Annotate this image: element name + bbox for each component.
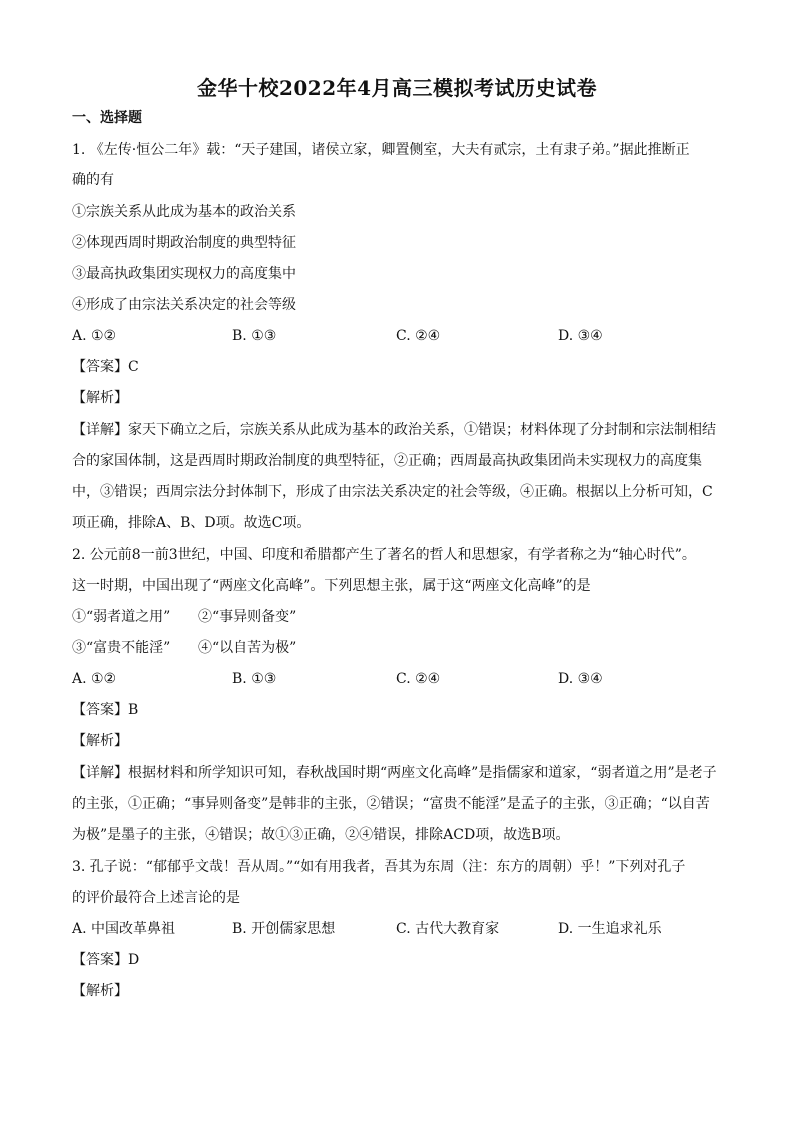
q1-stem-line1: 1. 《左传·恒公二年》载：“天子建国，诸侯立家，卿置侧室，大夫有贰宗，土有隶子弟。”据此推断正 [72, 142, 690, 158]
q1-item-3: ③最高执政集团实现权力的高度集中 [72, 266, 296, 282]
q3-stem-line1: 3. 孔子说：“郁郁乎文哉！吾从周。”“如有用我者，吾其为东周（注：东方的周朝）乎！”下列对孔子 [72, 859, 686, 875]
q2-detail-line2: 的主张，①正确；“事异则备变”是韩非的主张，②错误；“富贵不能淫”是孟子的主张，③正确；“以自苦 [72, 796, 710, 812]
q2-item-3: ③“富贵不能淫” [72, 640, 171, 656]
q1-detail-line3: 中，③错误；西周宗法分封体制下，形成了由宗法关系决定的社会等级，④正确。根据以上分析可知，C [72, 484, 713, 500]
q2-option-c: C. ②④ [396, 671, 441, 687]
q3-analysis-label: 【解析】 [72, 983, 128, 999]
q1-answer: 【答案】C [72, 359, 139, 375]
q1-analysis-label: 【解析】 [72, 390, 128, 406]
q2-analysis-label: 【解析】 [72, 733, 128, 749]
q1-detail-line2: 合的家国体制，这是西周时期政治制度的典型特征，②正确；西周最高执政集团尚未实现权力的高度集 [72, 453, 702, 469]
q3-option-b: B. 开创儒家思想 [232, 921, 336, 937]
q1-option-c: C. ②④ [396, 328, 441, 344]
q2-item-4: ④“以自苦为极” [198, 640, 297, 656]
q1-stem-line2: 确的有 [72, 172, 114, 188]
q3-answer: 【答案】D [72, 952, 140, 968]
q1-item-1: ①宗族关系从此成为基本的政治关系 [72, 204, 296, 220]
q3-option-d: D. 一生追求礼乐 [558, 921, 662, 937]
q2-detail-line1: 【详解】根据材料和所学知识可知，春秋战国时期“两座文化高峰”是指儒家和道家，“弱者道之用”是老子 [72, 765, 717, 781]
q2-stem-line2: 这一时期，中国出现了“两座文化高峰”。下列思想主张，属于这“两座文化高峰”的是 [72, 578, 591, 594]
q3-stem-line2: 的评价最符合上述言论的是 [72, 890, 240, 906]
q2-item-1: ①“弱者道之用” [72, 609, 171, 625]
section-heading: 一、选择题 [72, 110, 142, 126]
q1-option-a: A. ①② [72, 328, 117, 344]
q2-option-a: A. ①② [72, 671, 117, 687]
q1-option-b: B. ①③ [232, 328, 277, 344]
q1-option-d: D. ③④ [558, 328, 603, 344]
q1-detail-line1: 【详解】家天下确立之后，宗族关系从此成为基本的政治关系，①错误；材料体现了分封制和宗法制相结 [72, 422, 716, 438]
page-title: 金华十校2022年4月高三模拟考试历史试卷 [196, 76, 598, 100]
q3-option-c: C. 古代大教育家 [396, 921, 500, 937]
q2-option-d: D. ③④ [558, 671, 603, 687]
q3-option-a: A. 中国改革鼻祖 [72, 921, 176, 937]
q2-stem-line1: 2. 公元前8一前3世纪，中国、印度和希腊都产生了著名的哲人和思想家，有学者称之为“轴心时代”。 [72, 547, 696, 563]
q2-answer: 【答案】B [72, 702, 139, 718]
q2-option-b: B. ①③ [232, 671, 277, 687]
q2-item-2: ②“事异则备变” [198, 609, 297, 625]
q1-item-2: ②体现西周时期政治制度的典型特征 [72, 235, 296, 251]
q2-detail-line3: 为极”是墨子的主张，④错误；故①③正确，②④错误，排除ACD项，故选B项。 [72, 827, 570, 843]
q1-item-4: ④形成了由宗法关系决定的社会等级 [72, 297, 296, 313]
q1-detail-line4: 项正确，排除A、B、D项。故选C项。 [72, 515, 311, 531]
